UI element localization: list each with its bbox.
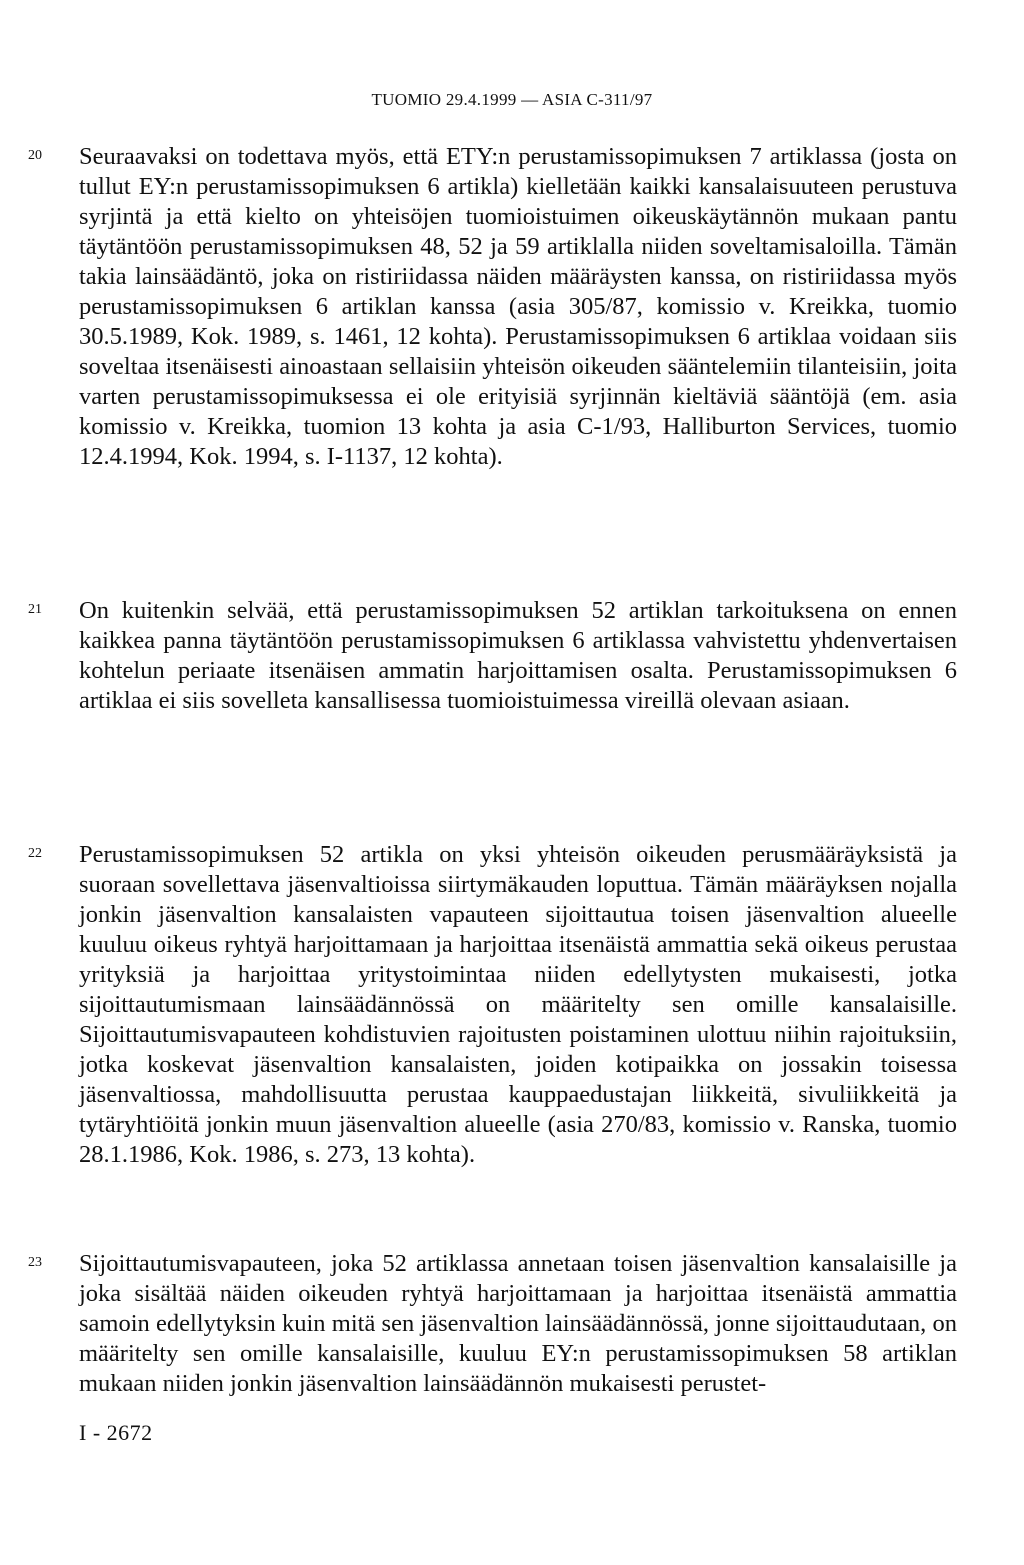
- paragraph-number: 23: [28, 1255, 42, 1270]
- page-number: I - 2672: [79, 1420, 153, 1445]
- running-header: TUOMIO 29.4.1999 — ASIA C-311/97: [371, 90, 653, 109]
- paragraph-number: 22: [28, 846, 42, 861]
- paragraph-number: 21: [28, 602, 42, 617]
- paragraph-text: Seuraavaksi on todettava myös, että ETY:n perustamissopimuksen 7 artiklassa (josta on tullut EY:n perustamissopimuksen 6 artikla) kielletään kaikki kansalaisuuteen perustuva syrjintä ja että kielto on yhteisöjen tuomioistuimen oikeuskäytännön mukaan pantu täytäntöön perustamissopimuksen 48, 52 ja 59 artiklalla niiden soveltamisaloilla. Tämän takia lainsäädäntö, joka on ristiriidassa näiden määräysten kanssa, on ristiriidassa myös perustamissopimuksen 6 artiklan kanssa (asia 305/87, komissio v. Kreikka, tuomio 30.5.1989, Kok. 1989, s. 1461, 12 kohta). Perustamissopimuksen 6 artiklaa voidaan siis soveltaa itsenäisesti ainoastaan sellaisiin yhteisön oikeuden sääntelemiin tilanteisiin, joita varten perustamissopimuksessa ei ole erityisiä syrjinnän kieltäviä sääntöjä (em. asia komissio v. Kreikka, tuomion 13 kohta ja asia C-1/93, Halliburton Services, tuomio 12.4.1994, Kok. 1994, s. I-1137, 12 kohta).: [79, 143, 957, 470]
- paragraph-number: 20: [28, 148, 42, 163]
- paragraph-text: On kuitenkin selvää, että perustamissopimuksen 52 artiklan tarkoituksena on ennen kaikkea panna täytäntöön perustamissopimuksen 6 artiklassa vahvistettu yhdenvertaisen kohtelun periaate itsenäisen ammatin harjoittamisen osalta. Perustamissopimuksen 6 artiklaa ei siis sovelleta kansallisessa tuomioistuimessa vireillä olevaan asiaan.: [79, 597, 957, 714]
- paragraph-text: Sijoittautumisvapauteen, joka 52 artiklassa annetaan toisen jäsenvaltion kansalaisille ja joka sisältää näiden oikeuden ryhtyä harjoittamaan ja harjoittaa itsenäistä ammattia samoin edellytyksin kuin mitä sen jäsenvaltion lainsäädännössä, jonne sijoittaudutaan, on määritelty sen omille kansalaisille, kuuluu EY:n perustamissopimuksen 58 artiklan mukaan niiden jonkin jäsenvaltion lainsäädännön mukaisesti perustet-: [79, 1250, 957, 1397]
- paragraph-text: Perustamissopimuksen 52 artikla on yksi yhteisön oikeuden perusmääräyksistä ja suoraan sovellettava jäsenvaltioissa siirtymäkauden loputtua. Tämän määräyksen nojalla jonkin jäsenvaltion kansalaisten vapauteen sijoittautua toisen jäsenvaltion alueelle kuuluu oikeus ryhtyä harjoittamaan ja harjoittaa itsenäistä ammattia sekä oikeus perustaa yrityksiä ja harjoittaa yritystoimintaa niiden edellytysten mukaisesti, jotka sijoittautumismaan lainsäädännössä on määritelty sen omille kansalaisille. Sijoittautumisvapauteen kohdistuvien rajoitusten poistaminen ulottuu niihin rajoituksiin, jotka koskevat jäsenvaltion kansalaisten, joiden kotipaikka on jossakin toisessa jäsenvaltiossa, mahdollisuutta perustaa kauppaedustajan liikkeitä, sivuliikkeitä ja tytäryhtiöitä jonkin muun jäsenvaltion alueelle (asia 270/83, komissio v. Ranska, tuomio 28.1.1986, Kok. 1986, s. 273, 13 kohta).: [79, 841, 957, 1168]
